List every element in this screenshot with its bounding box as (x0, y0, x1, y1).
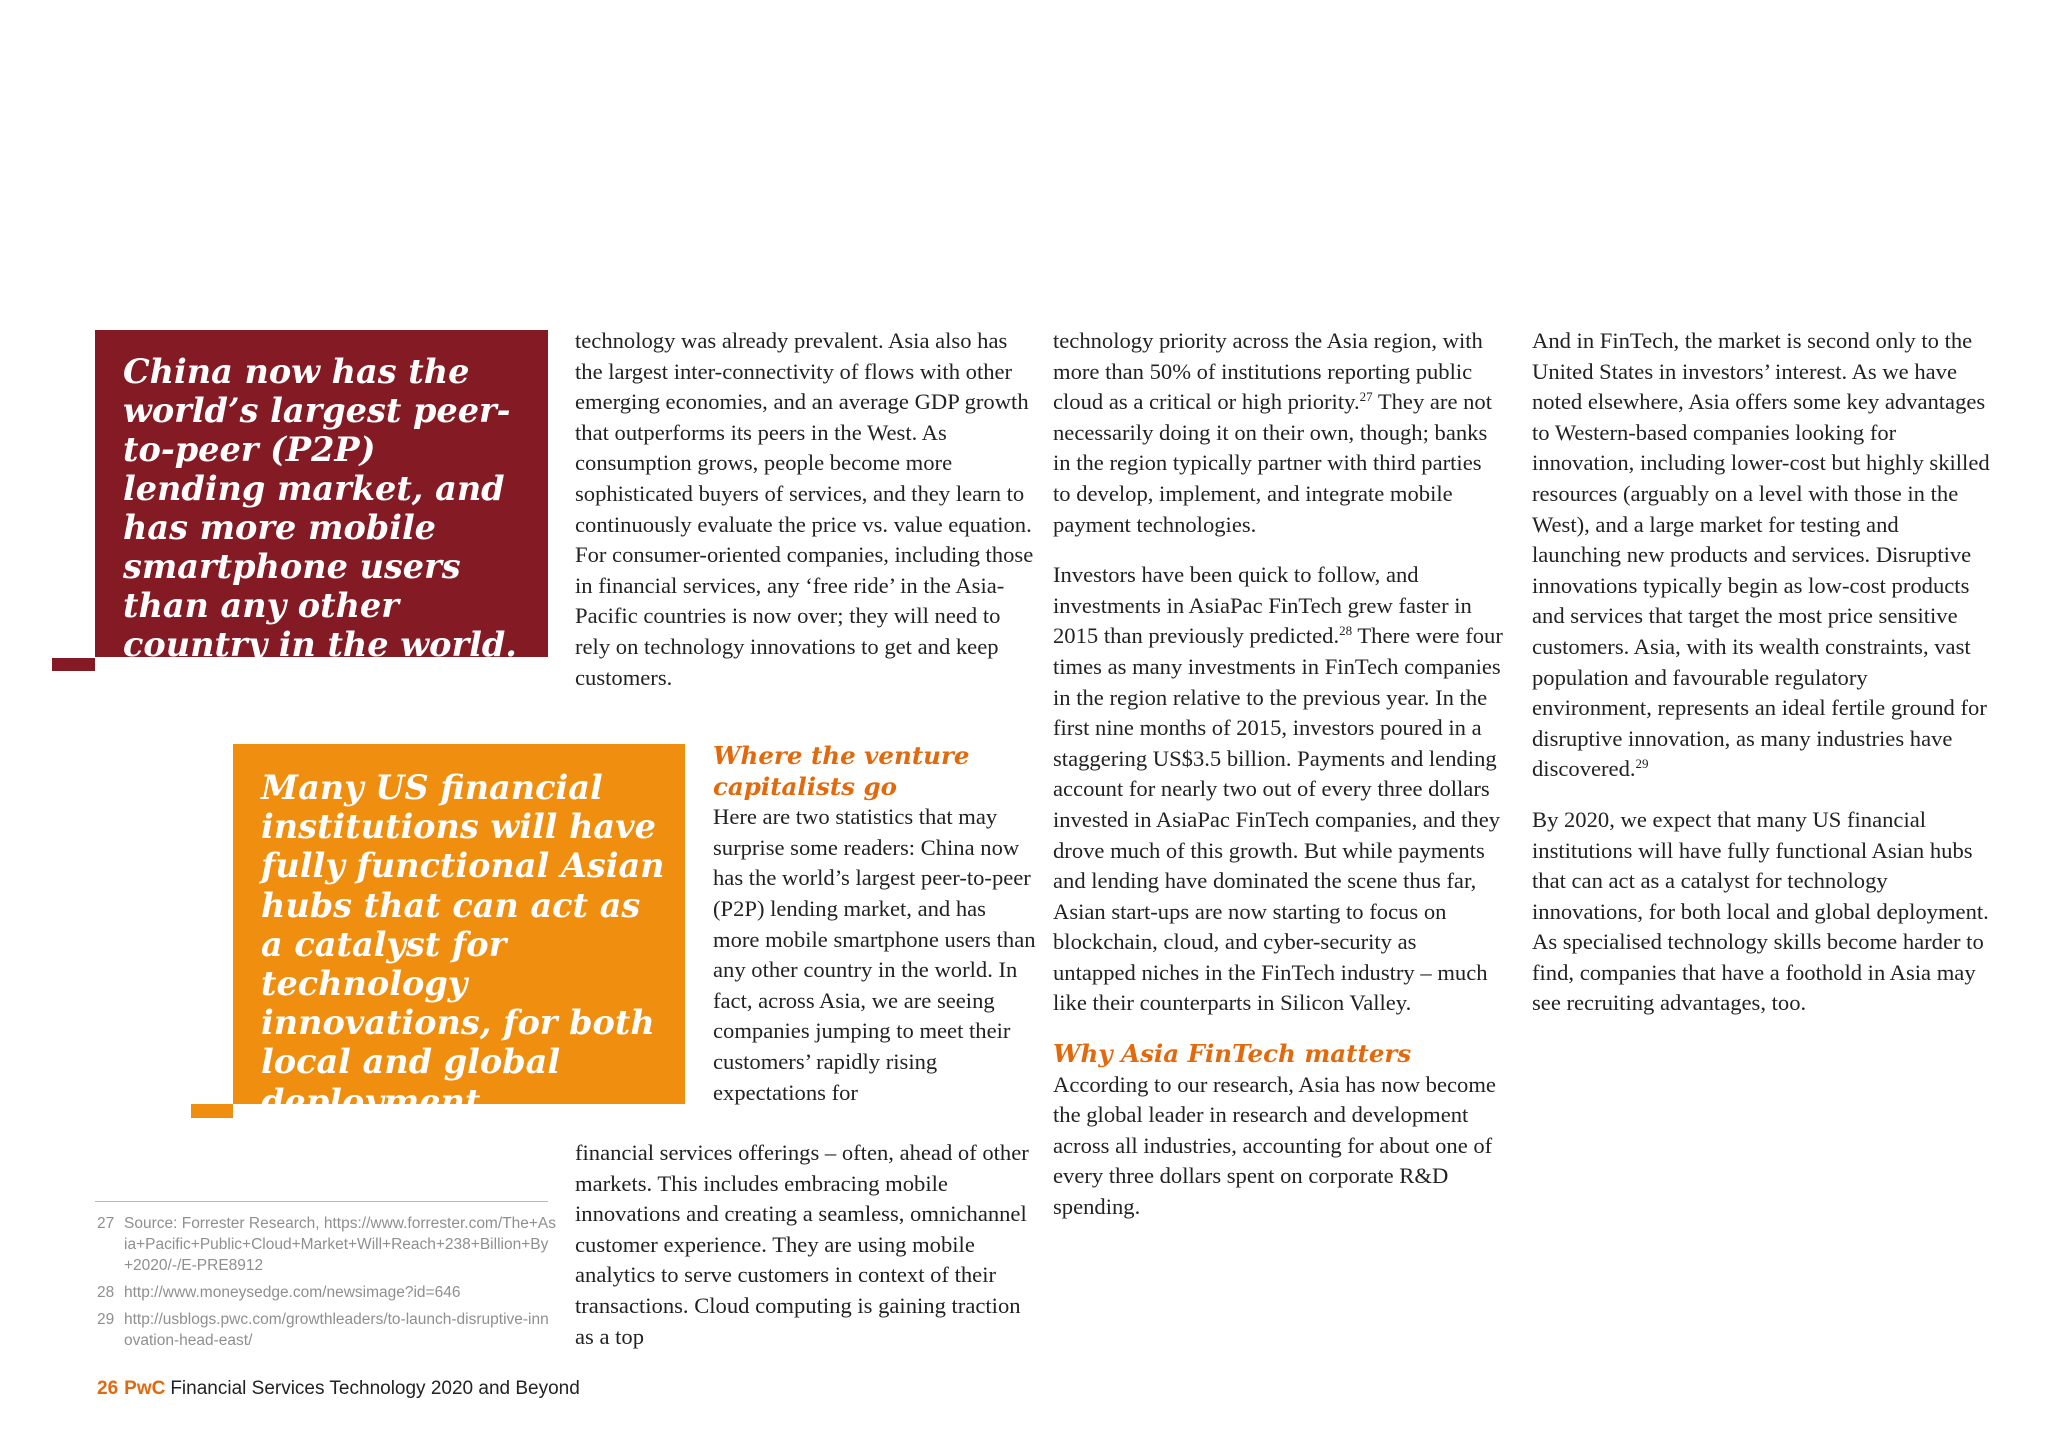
body-column-1 (575, 326, 1035, 693)
body-column-1-inset (713, 741, 1038, 1108)
footnote (97, 1282, 557, 1303)
pull-quote-china-accent-tab (52, 658, 95, 671)
body-column-2 (1053, 326, 1503, 1223)
body-paragraph: By 2020, we expect that many US financial institutions will have fully functional Asian hubs that can act as a catalyst for technology innovations, for both local and global deployment. As specialised technology skills become harder to find, companies that have a foothold in Asia may see recruiting advantages, too. (1532, 806, 1989, 1016)
body-column-1-continued (575, 1138, 1035, 1352)
footnote (97, 1213, 557, 1276)
footnote (97, 1309, 557, 1351)
footnote-number: 27 (97, 1215, 115, 1232)
footnote-divider (95, 1201, 548, 1202)
pull-quote-china (95, 330, 548, 664)
body-paragraph: Here are two statistics that may surprise some readers: China now has the world’s largest peer-to-peer (P2P) lending market, and has more mobile smartphone users than any other country in the world. In fact, across Asia, we are seeing companies jumping to meet their customers’ rapidly rising expectations for (713, 804, 1036, 1105)
pull-quote-us-institutions-accent-tab (191, 1104, 233, 1118)
footnote-ref: 29 (1635, 756, 1649, 772)
footnotes (97, 1213, 557, 1357)
section-heading-venture-capitalists: Where the venture capitalists go (713, 741, 970, 801)
body-paragraph: Investors have been quick to follow, and investments in AsiaPac FinTech grew faster in 2015 than previously predicted.$^{28}$ There were four times as many investments in FinTech companies in the region relative to the previous year. In the first nine months of 2015, investors poured in a staggering US$3.5 billion. Payments and lending account for nearly two out of every three dollars invested in AsiaPac FinTech companies, and they drove much of this growth. But while payments and lending have dominated the scene thus far, Asian start-ups are now starting to focus on blockchain, cloud, and cyber-security as untapped niches in the FinTech industry – much like their counterparts in Silicon Valley. (1053, 562, 1503, 1016)
footnote-ref: 27 (1359, 389, 1373, 405)
page-number: 26 (97, 1378, 119, 1399)
footnote-ref: 28 (1339, 623, 1353, 639)
body-paragraph: technology priority across the Asia region, with more than 50% of institutions reporting public cloud as a critical or high priority.$^{27}$ They are not necessarily doing it on their own, though; banks in the region typically partner with third parties to develop, implement, and integrate mobile payment technologies. (1053, 328, 1493, 537)
page-footer (97, 1377, 580, 1401)
pull-quote-china-text: China now has the world’s largest peer-to-peer (P2P) lending market, and has more mobile smartphone users than any other country in the world. (123, 352, 517, 664)
body-paragraph: financial services offerings – often, ahead of other markets. This includes embracing mobile innovations and creating a seamless, omnichannel customer experience. They are using mobile analytics to serve customers in context of their transactions. Cloud computing is gaining traction as a top (575, 1140, 1029, 1349)
footnote-text: http://usblogs.pwc.com/growthleaders/to-launch-disruptive-innovation-head-east/ (124, 1311, 549, 1349)
section-heading-why-asia-fintech: Why Asia FinTech matters (1053, 1039, 1412, 1069)
footnote-number: 29 (97, 1311, 115, 1328)
brand-name: PwC (124, 1378, 166, 1399)
body-paragraph: And in FinTech, the market is second only to the United States in investors’ interest. As we have noted elsewhere, Asia offers some key advantages to Western-based companies looking for innovation, including lower-cost but highly skilled resources (arguably on a level with those in the West), and a large market for testing and launching new products and services. Disruptive innovations typically begin as low-cost products and services that target the most price sensitive customers. Asia, with its wealth constraints, vast population and favourable regulatory environment, represents an ideal fertile ground for disruptive innovation, as many industries have discovered.$^{29}$ (1532, 328, 1990, 782)
publication-title: Financial Services Technology 2020 and Beyond (170, 1378, 580, 1399)
footnote-text: Source: Forrester Research, https://www.forrester.com/The+Asia+Pacific+Public+Cloud+Market+Will+Reach+238+Billion+By+2020/-/E-PRE8912 (124, 1215, 557, 1274)
footnote-text: http://www.moneysedge.com/newsimage?id=646 (124, 1284, 461, 1301)
pull-quote-us-institutions-text: Many US financial institutions will have fully functional Asian hubs that can act as a catalyst for technology innovations, for both local and global deployment. (261, 768, 665, 1121)
body-paragraph: technology was already prevalent. Asia also has the largest inter-connectivity of flows with other emerging economies, and an average GDP growth that outperforms its peers in the West. As consumption grows, people become more sophisticated buyers of services, and they learn to continuously evaluate the price vs. value equation. For consumer-oriented companies, including those in financial services, any ‘free ride’ in the Asia-Pacific countries is now over; they will need to rely on technology innovations to get and keep customers. (575, 328, 1034, 690)
body-paragraph: According to our research, Asia has now become the global leader in research and development across all industries, accounting for about one of every three dollars spent on corporate R&D spending. (1053, 1071, 1496, 1220)
footnote-number: 28 (97, 1284, 115, 1301)
body-column-3 (1532, 326, 1992, 1019)
pull-quote-us-institutions (233, 744, 685, 1121)
